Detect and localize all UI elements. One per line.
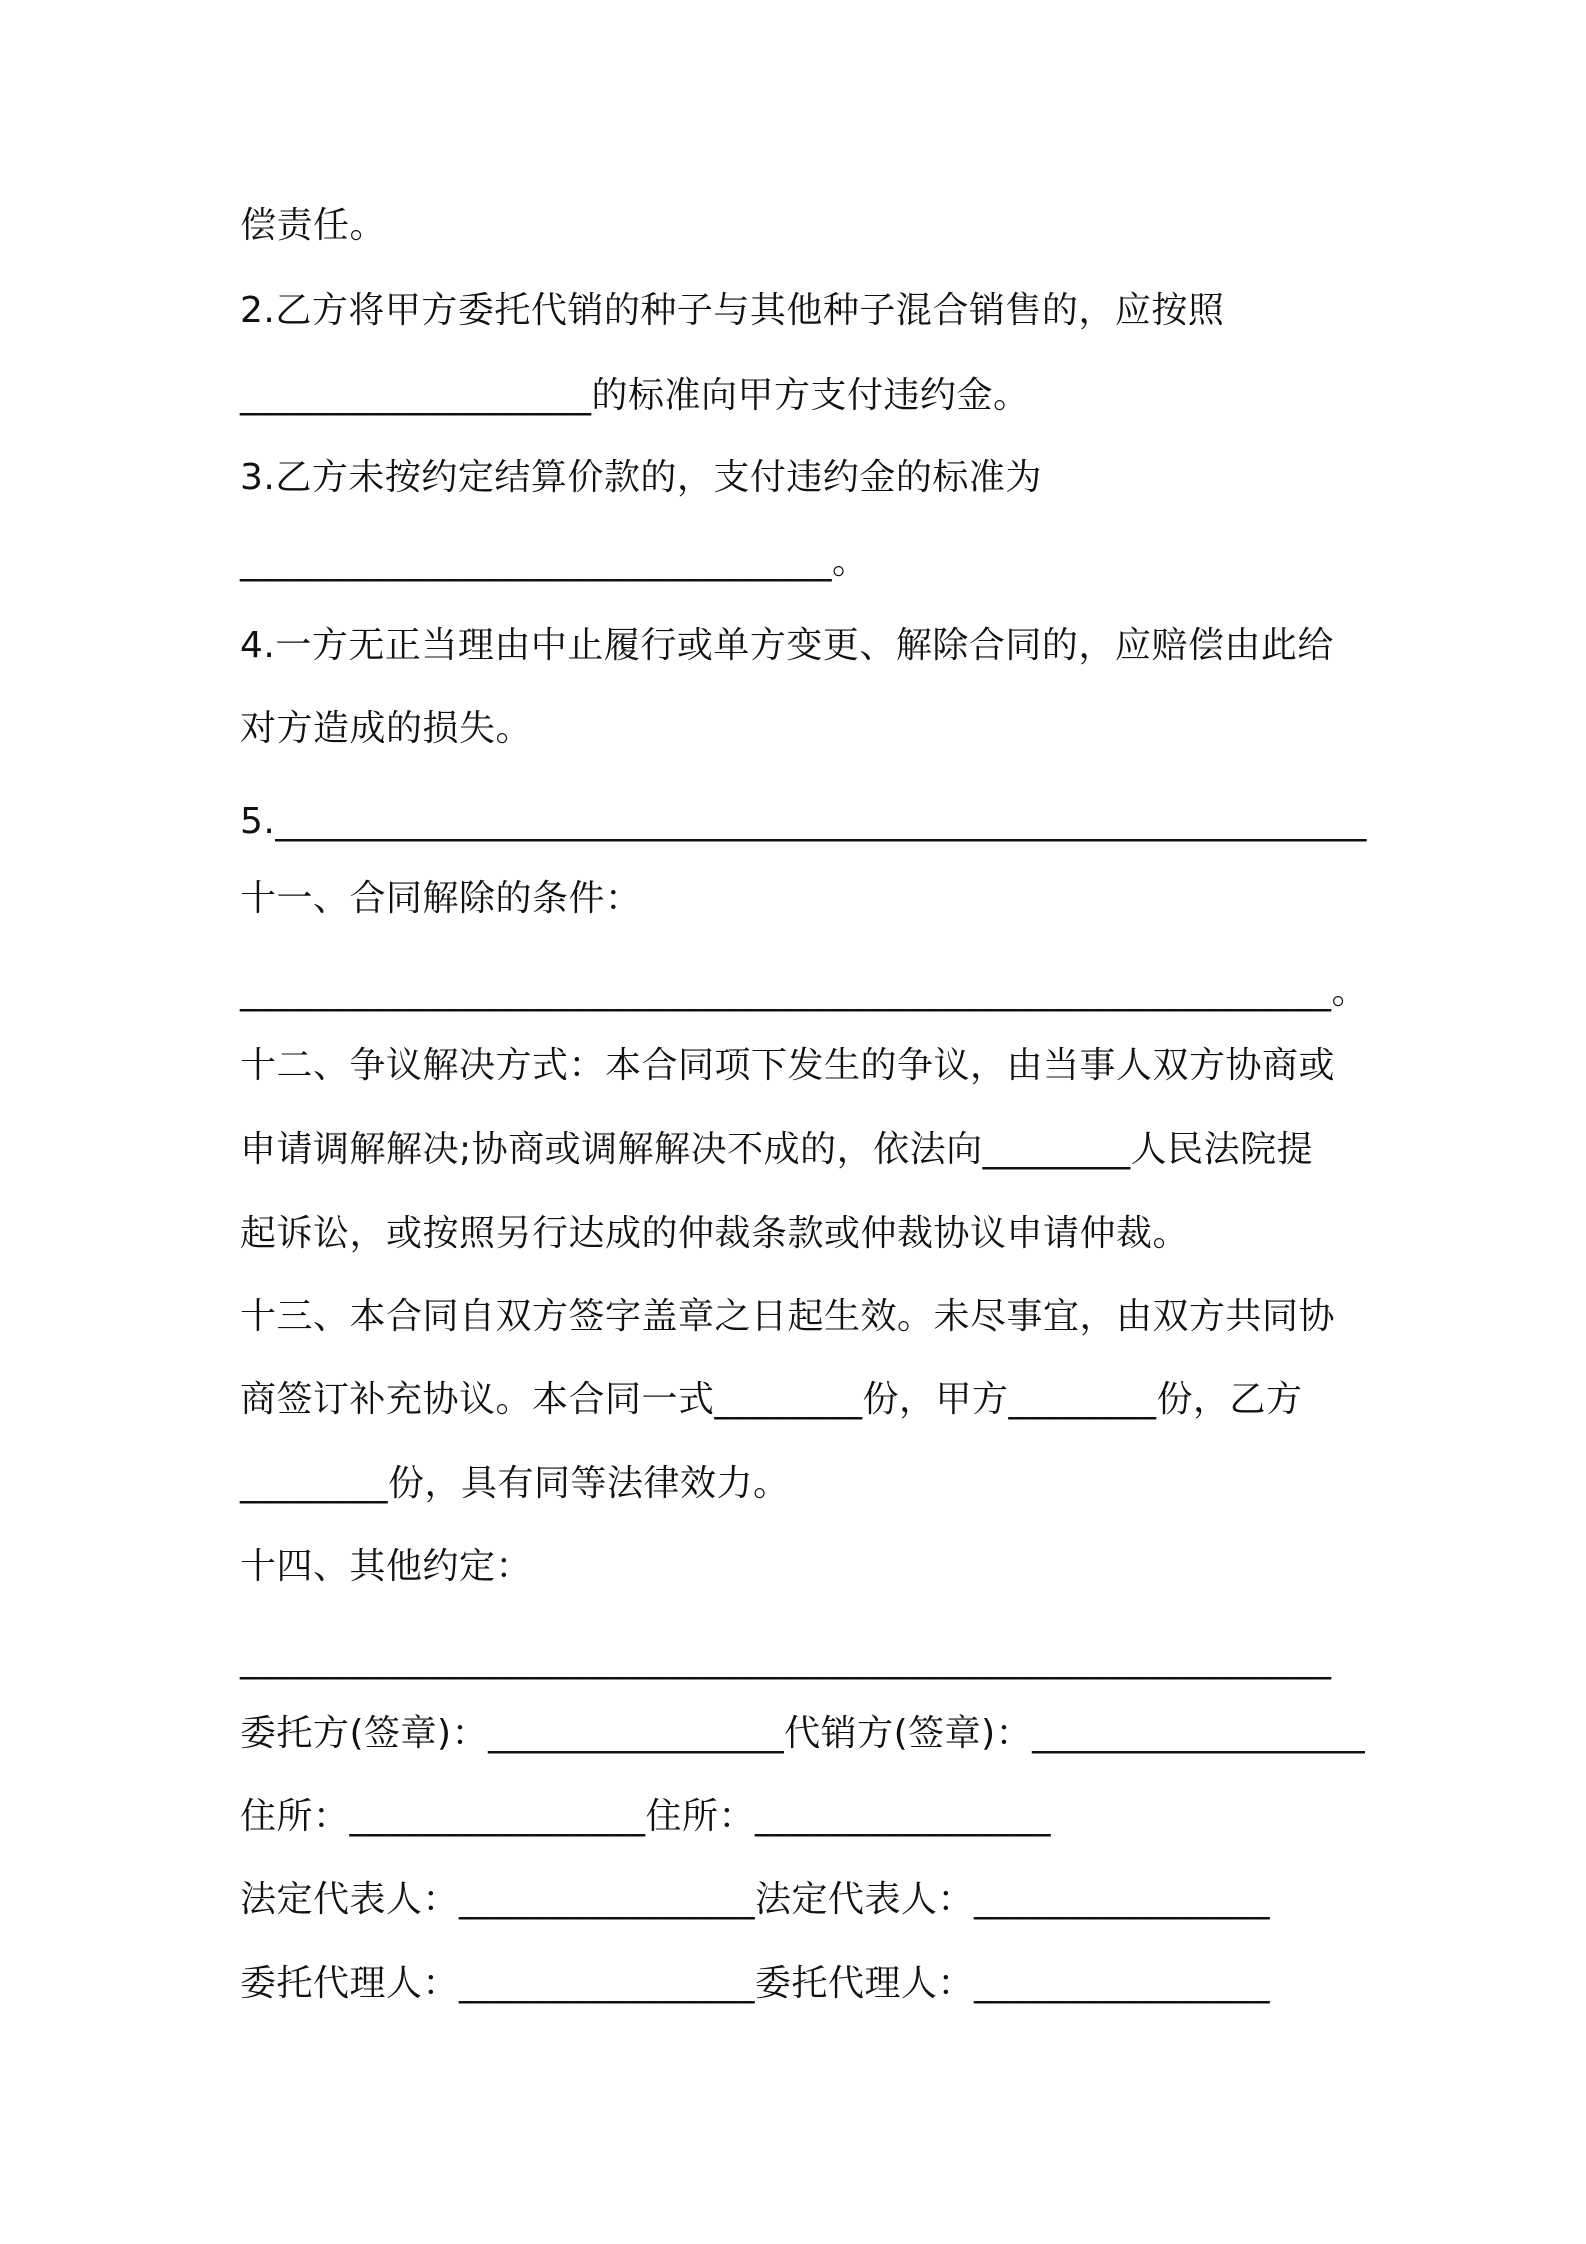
clause-2-line-2: ___________________的标准向甲方支付违约金。: [240, 375, 1030, 416]
clause-2-line-1: 2.乙方将甲方委托代销的种子与其他种子混合销售的，应按照: [240, 290, 1225, 331]
text-line-compensation-liability: 偿责任。: [240, 205, 387, 246]
signature-line-legal-representative: 法定代表人：________________法定代表人：________________: [240, 1879, 1271, 1920]
section-11-blank-line: ___________________________________________________________。: [240, 971, 1368, 1012]
section-13-line-2: 商签订补充协议。本合同一式________份，甲方________份，乙方: [240, 1379, 1303, 1420]
section-13-line-3: ________份，具有同等法律效力。: [240, 1463, 790, 1504]
section-12-line-1: 十二、争议解决方式：本合同项下发生的争议，由当事人双方协商或: [240, 1045, 1336, 1086]
section-14-blank-line: ___________________________________________________________: [240, 1639, 1332, 1680]
section-12-line-2: 申请调解解决;协商或调解解决不成的，依法向________人民法院提: [240, 1129, 1314, 1170]
clause-3-line-1: 3.乙方未按约定结算价款的，支付违约金的标准为: [240, 457, 1042, 498]
section-14-heading: 十四、其他约定：: [240, 1546, 533, 1587]
section-13-line-1: 十三、本合同自双方签字盖章之日起生效。未尽事宜，由双方共同协: [240, 1296, 1336, 1337]
signature-line-parties: 委托方(签章)：________________代销方(签章)：__________________: [240, 1713, 1366, 1754]
section-11-heading: 十一、合同解除的条件：: [240, 878, 642, 919]
signature-line-address: 住所：________________住所：________________: [240, 1796, 1052, 1837]
section-12-line-3: 起诉讼，或按照另行达成的仲裁条款或仲裁协议申请仲裁。: [240, 1213, 1190, 1254]
signature-line-authorized-agent: 委托代理人：________________委托代理人：________________: [240, 1963, 1271, 2004]
clause-5-line: 5.___________________________________________________________: [240, 801, 1367, 842]
clause-3-line-2: ________________________________。: [240, 541, 869, 582]
clause-4-line-1: 4.一方无正当理由中止履行或单方变更、解除合同的，应赔偿由此给: [240, 625, 1334, 666]
clause-4-line-2: 对方造成的损失。: [240, 708, 533, 749]
